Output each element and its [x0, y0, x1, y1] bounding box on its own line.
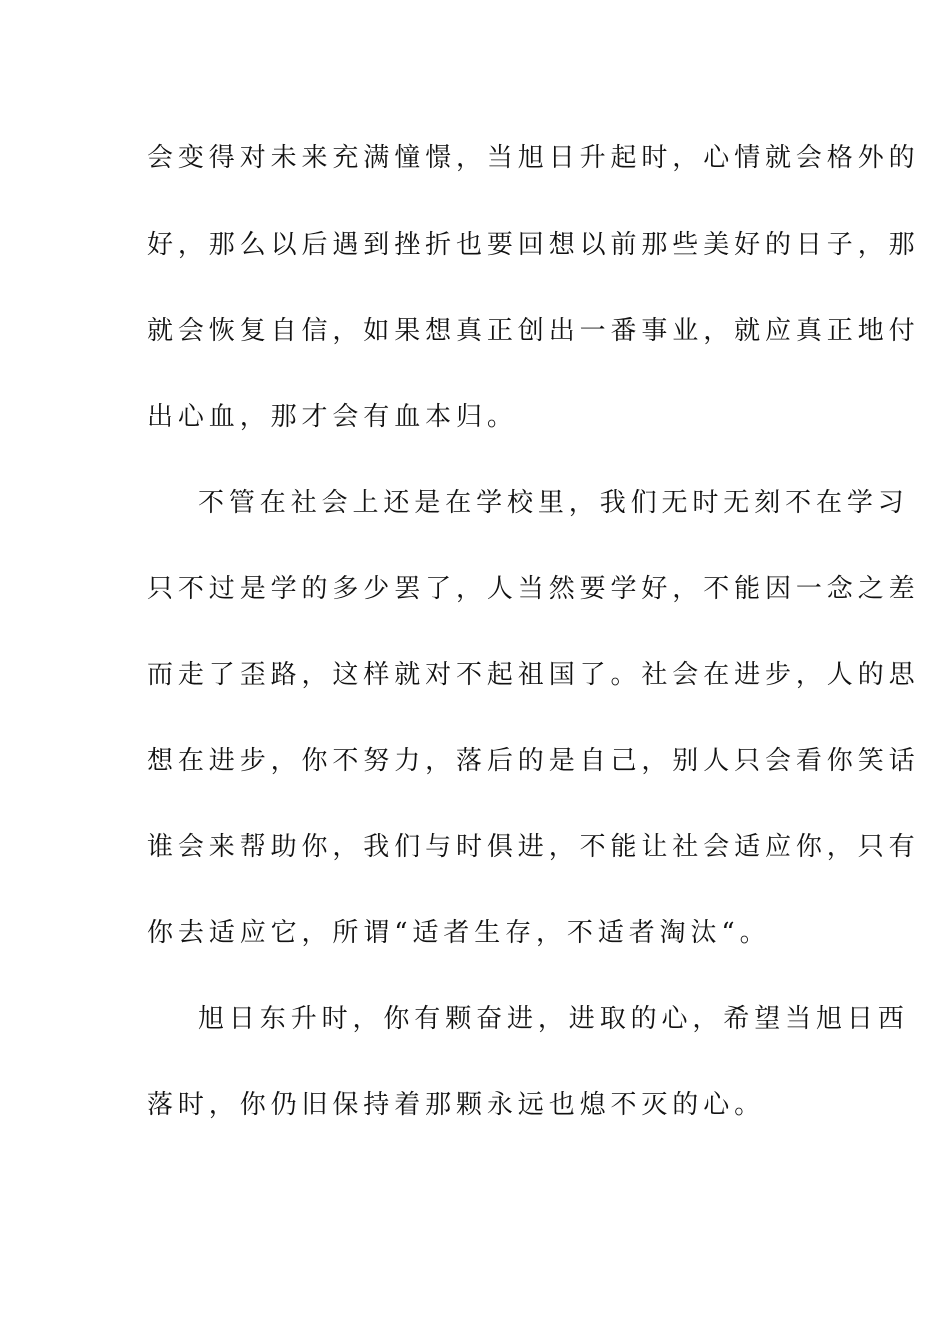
paragraph-2-line-2: 只不过是学的多少罢了，人当然要学好，不能因一念之差	[147, 574, 920, 604]
paragraph-1-line-1: 会变得对未来充满憧憬，当旭日升起时，心情就会格外的	[147, 143, 920, 173]
paragraph-3-line-1: 旭日东升时，你有颗奋进，进取的心，希望当旭日西	[198, 1004, 909, 1034]
paragraph-1-line-3: 就会恢复自信，如果想真正创出一番事业，就应真正地付	[147, 316, 920, 346]
paragraph-2-line-6: 你去适应它，所谓“适者生存，不适者淘汰“。	[147, 918, 771, 948]
paragraph-1-line-2: 好，那么以后遇到挫折也要回想以前那些美好的日子，那	[147, 230, 920, 260]
paragraph-1-line-4: 出心血，那才会有血本归。	[147, 402, 518, 432]
paragraph-3-line-2: 落时，你仍旧保持着那颗永远也熄不灭的心。	[147, 1090, 766, 1120]
paragraph-2-line-4: 想在进步，你不努力，落后的是自己，别人只会看你笑话	[147, 746, 920, 776]
paragraph-2-line-5: 谁会来帮助你，我们与时俱进，不能让社会适应你，只有	[147, 832, 920, 862]
paragraph-2-line-1: 不管在社会上还是在学校里，我们无时无刻不在学习	[198, 488, 909, 518]
paragraph-2-line-3: 而走了歪路，这样就对不起祖国了。社会在进步，人的思	[147, 660, 920, 690]
